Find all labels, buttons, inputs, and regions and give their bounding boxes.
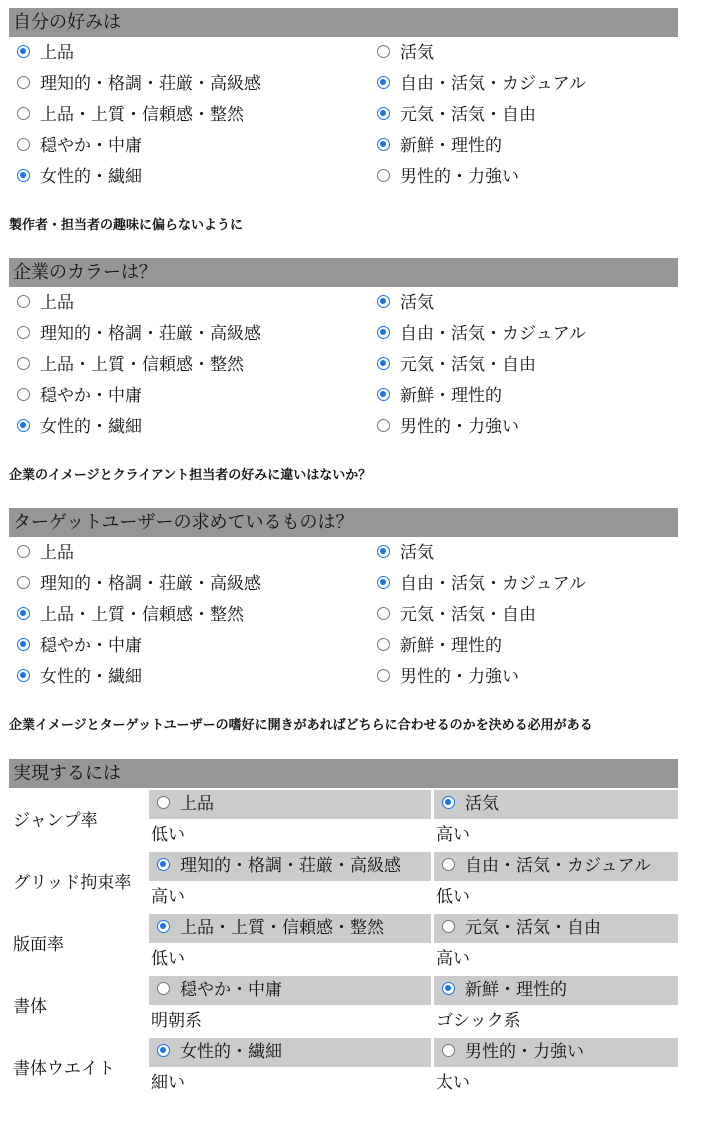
right-option-cell[interactable]: 男性的・力強い	[434, 1038, 678, 1067]
option-radio[interactable]: 元気・活気・自由	[377, 100, 536, 131]
option-radio[interactable]: 女性的・繊細	[17, 412, 142, 443]
left-option-cell[interactable]: 女性的・繊細	[149, 1038, 431, 1067]
section-my-preference	[9, 8, 678, 258]
right-option-cell[interactable]: 活気	[434, 790, 678, 819]
radio-grid	[9, 38, 678, 193]
radio-icon[interactable]	[157, 920, 170, 933]
option-radio[interactable]: 理知的・格調・荘厳・高級感	[17, 569, 261, 600]
radio-icon[interactable]	[442, 920, 455, 933]
option-radio[interactable]: 男性的・力強い	[377, 162, 519, 193]
table-row	[9, 975, 678, 1037]
section-note: 企業のイメージとクライアント担当者の好みに違いはないか？	[9, 468, 372, 483]
radio-icon[interactable]	[377, 357, 390, 370]
left-option-cell[interactable]: 理知的・格調・荘厳・高級感	[149, 852, 431, 881]
radio-icon[interactable]	[17, 138, 30, 151]
radio-icon[interactable]	[17, 545, 30, 558]
radio-icon[interactable]	[377, 545, 390, 558]
option-radio[interactable]: 新鮮・理性的	[377, 631, 502, 662]
radio-icon[interactable]	[377, 669, 390, 682]
left-sub-label: 低い	[151, 949, 185, 969]
radio-icon[interactable]	[17, 638, 30, 651]
option-radio[interactable]: 活気	[377, 538, 434, 569]
option-radio[interactable]: 男性的・力強い	[377, 412, 519, 443]
option-radio[interactable]: 理知的・格調・荘厳・高級感	[17, 69, 261, 100]
section-header: 自分の好みは	[9, 8, 678, 37]
radio-icon[interactable]	[17, 419, 30, 432]
section-header: ターゲットユーザーの求めているものは？	[9, 508, 678, 537]
radio-icon[interactable]	[377, 576, 390, 589]
option-radio[interactable]: 上品	[17, 288, 74, 319]
radio-icon[interactable]	[17, 669, 30, 682]
left-sub-label: 細い	[151, 1073, 185, 1093]
option-radio[interactable]: 自由・活気・カジュアル	[377, 69, 586, 100]
left-sub-label: 低い	[151, 825, 185, 845]
left-option-cell[interactable]: 上品	[149, 790, 431, 819]
left-option-cell[interactable]: 穏やか・中庸	[149, 976, 431, 1005]
radio-icon[interactable]	[377, 388, 390, 401]
radio-icon[interactable]	[17, 45, 30, 58]
radio-icon[interactable]	[17, 76, 30, 89]
radio-icon[interactable]	[157, 1044, 170, 1057]
radio-icon[interactable]	[157, 858, 170, 871]
section-company-color	[9, 258, 678, 508]
radio-icon[interactable]	[17, 295, 30, 308]
radio-icon[interactable]	[377, 76, 390, 89]
radio-icon[interactable]	[17, 169, 30, 182]
radio-icon[interactable]	[17, 576, 30, 589]
left-sub-label: 明朝系	[151, 1011, 202, 1031]
option-radio[interactable]: 上品・上質・信頼感・整然	[17, 100, 244, 131]
option-radio[interactable]: 上品	[17, 38, 74, 69]
radio-icon[interactable]	[377, 295, 390, 308]
radio-icon[interactable]	[17, 326, 30, 339]
row-label: 書体ウエイト	[13, 1059, 115, 1079]
option-radio[interactable]: 穏やか・中庸	[17, 631, 142, 662]
radio-icon[interactable]	[17, 357, 30, 370]
section-header: 企業のカラーは？	[9, 258, 678, 287]
option-radio[interactable]: 上品・上質・信頼感・整然	[17, 350, 244, 381]
option-radio[interactable]: 穏やか・中庸	[17, 381, 142, 412]
radio-icon[interactable]	[377, 138, 390, 151]
row-label: ジャンプ率	[13, 811, 98, 831]
section-realize	[9, 759, 678, 1099]
radio-icon[interactable]	[377, 45, 390, 58]
row-label: 書体	[13, 997, 47, 1017]
row-label: グリッド拘束率	[13, 873, 132, 893]
right-option-cell[interactable]: 元気・活気・自由	[434, 914, 678, 943]
right-option-cell[interactable]: 新鮮・理性的	[434, 976, 678, 1005]
table-row	[9, 789, 678, 851]
option-radio[interactable]: 新鮮・理性的	[377, 381, 502, 412]
right-sub-label: 低い	[436, 887, 470, 907]
option-radio[interactable]: 元気・活気・自由	[377, 600, 536, 631]
radio-icon[interactable]	[442, 982, 455, 995]
section-target-user	[9, 508, 678, 759]
option-radio[interactable]: 自由・活気・カジュアル	[377, 319, 586, 350]
radio-grid	[9, 538, 678, 693]
radio-icon[interactable]	[377, 326, 390, 339]
left-sub-label: 高い	[151, 887, 185, 907]
option-radio[interactable]: 女性的・繊細	[17, 162, 142, 193]
right-sub-label: 高い	[436, 825, 470, 845]
radio-icon[interactable]	[377, 107, 390, 120]
option-radio[interactable]: 新鮮・理性的	[377, 131, 502, 162]
radio-icon[interactable]	[17, 107, 30, 120]
option-radio[interactable]: 上品	[17, 538, 74, 569]
right-option-cell[interactable]: 自由・活気・カジュアル	[434, 852, 678, 881]
row-label: 版面率	[13, 935, 64, 955]
radio-icon[interactable]	[442, 1044, 455, 1057]
radio-icon[interactable]	[442, 858, 455, 871]
radio-icon[interactable]	[377, 638, 390, 651]
option-radio[interactable]: 上品・上質・信頼感・整然	[17, 600, 244, 631]
option-radio[interactable]: 穏やか・中庸	[17, 131, 142, 162]
radio-icon[interactable]	[157, 982, 170, 995]
section-note: 企業イメージとターゲットユーザーの嗜好に開きがあればどちらに合わせるのかを決める必用がある	[9, 718, 593, 733]
option-radio[interactable]: 女性的・繊細	[17, 662, 142, 693]
option-radio[interactable]: 活気	[377, 288, 434, 319]
right-sub-label: 高い	[436, 949, 470, 969]
table-row	[9, 913, 678, 975]
radio-icon[interactable]	[377, 607, 390, 620]
option-radio[interactable]: 元気・活気・自由	[377, 350, 536, 381]
radio-grid	[9, 288, 678, 443]
right-sub-label: ゴシック系	[436, 1011, 521, 1031]
right-sub-label: 太い	[436, 1073, 470, 1093]
option-radio[interactable]: 理知的・格調・荘厳・高級感	[17, 319, 261, 350]
table-row	[9, 1037, 678, 1099]
table-row	[9, 851, 678, 913]
section-note: 製作者・担当者の趣味に偏らないように	[9, 218, 244, 233]
option-radio[interactable]: 活気	[377, 38, 434, 69]
option-radio[interactable]: 男性的・力強い	[377, 662, 519, 693]
section-header: 実現するには	[9, 759, 678, 788]
option-radio[interactable]: 自由・活気・カジュアル	[377, 569, 586, 600]
left-option-cell[interactable]: 上品・上質・信頼感・整然	[149, 914, 431, 943]
radio-icon[interactable]	[157, 796, 170, 809]
radio-icon[interactable]	[377, 419, 390, 432]
realize-table	[9, 789, 678, 1099]
radio-icon[interactable]	[17, 607, 30, 620]
radio-icon[interactable]	[17, 388, 30, 401]
radio-icon[interactable]	[442, 796, 455, 809]
radio-icon[interactable]	[377, 169, 390, 182]
